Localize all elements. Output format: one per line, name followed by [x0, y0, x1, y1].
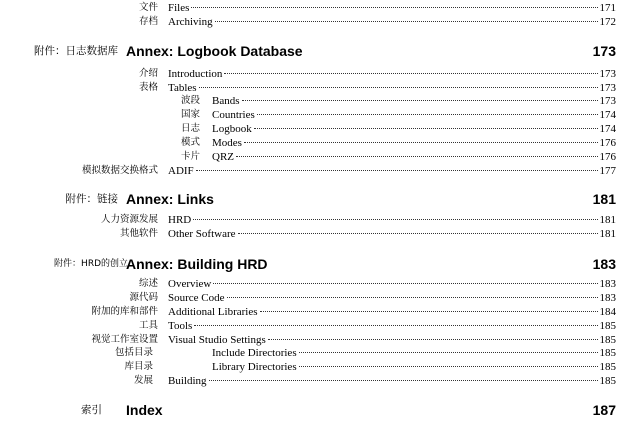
toc-entry-label: Include Directories	[212, 347, 297, 359]
section-page-number: 187	[592, 402, 616, 418]
toc-entry-link[interactable]	[212, 94, 616, 108]
toc-entry-cn: 模式	[180, 137, 200, 148]
toc-entry-cn: 人力资源发展	[100, 214, 158, 225]
toc-entry-cn: 发展	[133, 375, 153, 386]
toc-entry	[0, 67, 640, 81]
toc-entry	[0, 81, 640, 95]
toc-entry-label: Tables	[168, 82, 197, 94]
toc-entry-label: Library Directories	[212, 361, 297, 373]
toc-page-number: 185	[599, 334, 616, 346]
toc-page-number: 185	[599, 347, 616, 359]
toc-entry-link[interactable]	[168, 1, 616, 15]
toc-entry-link[interactable]	[168, 81, 616, 95]
toc-entry-cn: 视觉工作室设置	[91, 334, 158, 345]
section-heading-cn: 附件：HRD的创立	[54, 259, 128, 269]
toc-page-number: 185	[599, 361, 616, 373]
toc-entry-link[interactable]	[212, 346, 616, 360]
section-page-number: 181	[592, 191, 616, 207]
toc-subentry	[0, 150, 640, 164]
toc-page-number: 173	[599, 68, 616, 80]
toc-entry-link[interactable]	[168, 333, 616, 347]
toc-entry-label: Files	[168, 2, 190, 14]
toc-entry-link[interactable]	[212, 136, 616, 150]
toc-entry-link[interactable]	[168, 164, 616, 178]
section-title: Index	[126, 402, 163, 418]
toc-entry-cn: 附加的库和部件	[91, 306, 158, 317]
dot-leader	[236, 156, 598, 157]
section-title: Annex: Logbook Database	[126, 43, 303, 59]
section-heading-building[interactable]	[0, 253, 640, 275]
toc-entry-cn: 波段	[180, 95, 200, 106]
toc-entry-cn: 综述	[138, 278, 158, 289]
toc-entry-label: Additional Libraries	[168, 306, 258, 318]
toc-entry-cn: 模拟数据交换格式	[81, 165, 158, 176]
toc-entry-cn: 卡片	[180, 151, 200, 162]
toc-entry-link[interactable]	[168, 15, 616, 29]
dot-leader	[268, 339, 598, 340]
toc-entry-cn: 表格	[138, 82, 158, 93]
dot-leader	[260, 311, 598, 312]
toc-page-number: 173	[599, 82, 616, 94]
toc-entry-label: Introduction	[168, 68, 223, 80]
toc-entry-link[interactable]	[212, 150, 616, 164]
dot-leader	[193, 219, 597, 220]
toc-page-number: 176	[599, 151, 616, 163]
toc-entry-cn: 国家	[180, 109, 200, 120]
toc-entry-link[interactable]	[212, 122, 616, 136]
toc-page-number: 185	[599, 320, 616, 332]
dot-leader	[299, 366, 598, 367]
toc-page-number: 176	[599, 137, 616, 149]
dot-leader	[199, 87, 598, 88]
toc-page-number: 173	[599, 95, 616, 107]
section-heading-cn: 附件：链接	[65, 193, 118, 205]
toc-entry-label: Visual Studio Settings	[168, 334, 266, 346]
toc-entry-link[interactable]	[168, 319, 616, 333]
toc-entry-cn: 库目录	[124, 361, 153, 372]
toc-entry-link[interactable]	[168, 277, 616, 291]
toc-entry-label: Countries	[212, 109, 255, 121]
toc-entry-label: Overview	[168, 278, 212, 290]
toc-entry-label: Tools	[168, 320, 193, 332]
toc-entry-link[interactable]	[168, 305, 616, 319]
toc-entry-label: QRZ	[212, 151, 234, 163]
toc-page-number: 184	[599, 306, 616, 318]
toc-entry	[0, 15, 640, 29]
section-heading-index[interactable]	[0, 399, 640, 421]
section-heading-cn: 附件：日志数据库	[34, 45, 118, 57]
toc-page-number: 171	[599, 2, 616, 14]
toc-entry-label: ADIF	[168, 165, 194, 177]
toc-entry-cn: 日志	[180, 123, 200, 134]
toc-page-number: 181	[599, 214, 616, 226]
toc-entry-cn: 其他软件	[119, 228, 158, 239]
toc-entry	[0, 374, 640, 388]
toc-entry-label: Modes	[212, 137, 242, 149]
dot-leader	[215, 21, 598, 22]
dot-leader	[213, 283, 597, 284]
dot-leader	[196, 170, 598, 171]
toc-entry-cn: 存档	[138, 16, 158, 27]
toc-entry-label: Other Software	[168, 228, 236, 240]
toc-page-number: 181	[599, 228, 616, 240]
dot-leader	[242, 100, 598, 101]
dot-leader	[257, 114, 598, 115]
toc-entry-label: Logbook	[212, 123, 252, 135]
toc-entry-link[interactable]	[168, 291, 616, 305]
section-page-number: 173	[592, 43, 616, 59]
toc-entry-cn: 源代码	[129, 292, 158, 303]
toc-subentry	[0, 94, 640, 108]
toc-subentry	[0, 108, 640, 122]
toc-entry-cn: 文件	[138, 2, 158, 13]
dot-leader	[224, 73, 597, 74]
section-title: Annex: Links	[126, 191, 214, 207]
toc-entry-label: Bands	[212, 95, 240, 107]
toc-entry-cn: 包括目录	[114, 347, 153, 358]
section-heading-logbook[interactable]	[0, 40, 640, 62]
section-title: Annex: Building HRD	[126, 256, 268, 272]
toc-page-number: 185	[599, 375, 616, 387]
toc-subentry	[0, 346, 640, 360]
toc-entry	[0, 227, 640, 241]
toc-entry-label: Building	[168, 375, 207, 387]
dot-leader	[254, 128, 598, 129]
toc-subentry	[0, 136, 640, 150]
toc-entry	[0, 319, 640, 333]
toc-entry	[0, 277, 640, 291]
toc-entry-label: Source Code	[168, 292, 225, 304]
toc-entry	[0, 164, 640, 178]
section-heading-links[interactable]	[0, 188, 640, 210]
toc-page-number: 183	[599, 278, 616, 290]
toc-entry	[0, 213, 640, 227]
section-page-number: 183	[592, 256, 616, 272]
toc-entry-link[interactable]	[212, 108, 616, 122]
toc-entry-link[interactable]	[168, 67, 616, 81]
toc-page-number: 172	[599, 16, 616, 28]
toc-entry	[0, 305, 640, 319]
dot-leader	[227, 297, 598, 298]
toc-page-number: 177	[599, 165, 616, 177]
toc-subentry	[0, 122, 640, 136]
dot-leader	[238, 233, 598, 234]
toc-entry-link[interactable]	[168, 227, 616, 241]
toc-entry-link[interactable]	[168, 374, 616, 388]
dot-leader	[191, 7, 597, 8]
toc-page-number: 174	[599, 109, 616, 121]
toc-entry	[0, 1, 640, 15]
toc-entry	[0, 291, 640, 305]
dot-leader	[299, 352, 598, 353]
toc-page-number: 183	[599, 292, 616, 304]
toc-entry-cn: 工具	[138, 320, 158, 331]
dot-leader	[194, 325, 597, 326]
toc-entry	[0, 333, 640, 347]
toc-entry-link[interactable]	[212, 360, 616, 374]
toc-subentry	[0, 360, 640, 374]
toc-page-number: 174	[599, 123, 616, 135]
dot-leader	[209, 380, 598, 381]
section-heading-cn: 索引	[81, 404, 102, 416]
toc-entry-link[interactable]	[168, 213, 616, 227]
toc-entry-label: HRD	[168, 214, 192, 226]
toc-entry-cn: 介绍	[138, 68, 158, 79]
toc-entry-label: Archiving	[168, 16, 213, 28]
dot-leader	[244, 142, 598, 143]
